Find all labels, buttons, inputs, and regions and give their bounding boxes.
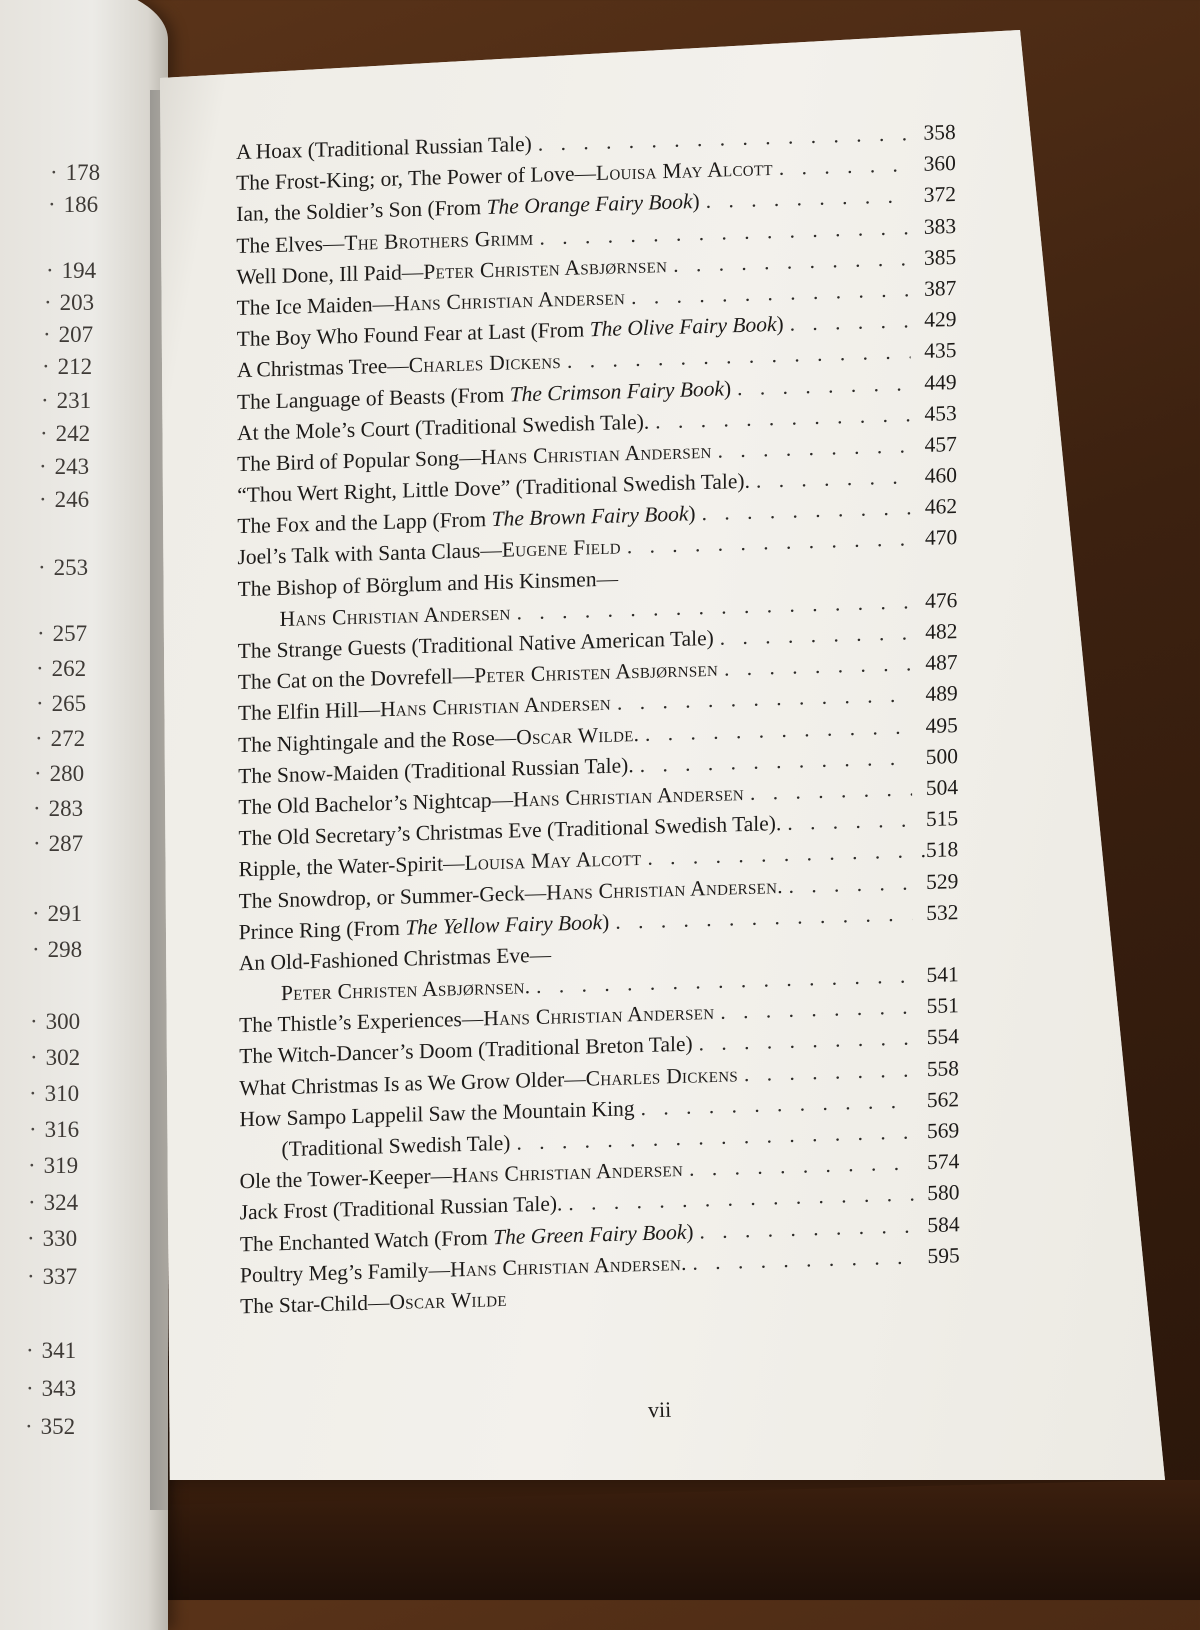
toc-page-number [917, 576, 957, 577]
author-name: Eugene Field [501, 534, 621, 563]
leader-dots: · [32, 937, 44, 962]
book-title: The Crimson Fairy Book [509, 375, 725, 406]
page-number: 203 [59, 290, 95, 315]
author-name: Oscar Wilde [516, 721, 634, 749]
left-page-number [27, 1264, 77, 1290]
left-page-number [29, 1081, 79, 1107]
leader-dots: · [27, 1264, 39, 1289]
toc-page-number: 562 [926, 1086, 960, 1112]
left-page-number [42, 354, 92, 380]
toc-page-number: 360 [923, 151, 956, 177]
title-text: The Elves— [236, 230, 345, 258]
leader-dots: · [46, 258, 58, 283]
toc-page-number: 574 [927, 1149, 960, 1175]
title-suffix: . [524, 974, 531, 999]
dot-leader [724, 652, 912, 682]
title-text: The Witch-Dancer’s Doom (Traditional Breton Tale) [239, 1032, 693, 1069]
title-text: The Old Bachelor’s Nightcap— [238, 787, 514, 820]
toc-page-number: 580 [927, 1180, 960, 1206]
leader-dots: · [33, 831, 45, 856]
page-number: 257 [52, 621, 88, 646]
page-number: 194 [61, 258, 97, 283]
page-folio: vii [647, 1396, 672, 1423]
page-number: 319 [43, 1153, 79, 1178]
title-text: The Elfin Hill— [237, 697, 381, 726]
toc-page-number: 489 [925, 681, 958, 707]
book-title: The Orange Fairy Book [486, 189, 693, 220]
toc-page-number: 383 [923, 213, 957, 239]
author-name: Peter Christen Asbjørnsen [474, 656, 719, 688]
dot-leader [737, 371, 911, 401]
leader-dots: · [28, 1190, 40, 1215]
dot-leader [750, 776, 912, 806]
toc-page-number: 453 [924, 400, 957, 426]
left-page-number [39, 487, 89, 513]
toc-page-number: 595 [927, 1242, 960, 1268]
page-number: 302 [45, 1045, 81, 1070]
left-page-number [46, 258, 96, 284]
left-page-number [30, 1009, 80, 1035]
page-number: 280 [49, 761, 85, 786]
title-text: The Snowdrop, or Summer-Geck— [238, 880, 547, 913]
toc-page-number: 457 [924, 431, 957, 457]
title-text: The Nightingale and the Rose— [238, 724, 517, 757]
left-page-number [28, 1190, 78, 1216]
title-suffix: ) [776, 311, 784, 337]
leader-dots: · [43, 322, 55, 347]
left-page-number [37, 621, 87, 647]
author-name: The Brothers Grimm [344, 225, 534, 255]
dot-leader [720, 620, 912, 650]
leader-dots: · [33, 796, 45, 821]
page-number: 300 [45, 1009, 81, 1034]
leader-dots: · [27, 1226, 39, 1251]
leader-dots: · [41, 388, 53, 413]
left-page-number [26, 1376, 76, 1402]
book-title: The Brown Fairy Book [491, 501, 689, 532]
author-name: Hans Christian Andersen [480, 438, 712, 470]
toc-page-number: 482 [925, 619, 958, 644]
dot-leader [756, 464, 911, 493]
toc-page-number: 358 [923, 119, 956, 145]
dot-leader [702, 496, 912, 527]
toc-page-number: 532 [926, 899, 959, 925]
author-name: Oscar Wilde [389, 1286, 507, 1315]
dot-leader [557, 951, 913, 961]
leader-dots: · [34, 761, 46, 786]
toc-page-number: 470 [924, 525, 958, 551]
title-suffix: . [681, 1250, 687, 1275]
dot-leader [692, 1244, 913, 1275]
left-page-number [48, 192, 98, 218]
page-number: 178 [65, 160, 101, 185]
title-text: Joel’s Talk with Santa Claus— [237, 538, 502, 570]
left-page-number [33, 831, 83, 857]
left-page-number [38, 555, 88, 581]
left-page-number [44, 290, 94, 316]
page-number: 310 [44, 1081, 80, 1106]
title-text: The Boy Who Found Fear at Last (From [236, 317, 590, 352]
left-page-number [33, 796, 83, 822]
left-page-number [41, 388, 91, 414]
title-text: The Strange Guests (Traditional Native American Tale) [237, 625, 714, 664]
page-number: 341 [41, 1338, 77, 1363]
left-page-number [29, 1117, 79, 1143]
toc-page-number: 487 [925, 650, 958, 676]
book-title: The Yellow Fairy Book [405, 909, 603, 940]
leader-dots: · [40, 421, 52, 446]
left-page-number [43, 322, 93, 348]
toc-page-number: .518 [920, 837, 959, 863]
book-title: The Green Fairy Book [493, 1219, 687, 1249]
toc-page-number: 529 [926, 868, 959, 894]
dot-leader [673, 246, 910, 278]
author-name: Hans Christian Andersen [279, 600, 511, 631]
page-number: 242 [55, 421, 91, 446]
author-name: Hans Christian Andersen [394, 285, 626, 316]
left-page-number [36, 656, 86, 682]
title-suffix: ) [602, 909, 610, 934]
title-text: (Traditional Swedish Tale) [281, 1130, 511, 1162]
title-text: At the Mole’s Court (Traditional Swedish Tale). [236, 409, 650, 445]
left-page-number [39, 454, 89, 480]
leader-dots: · [35, 726, 47, 751]
page-number: 272 [50, 726, 86, 751]
title-suffix: . [633, 721, 640, 746]
title-suffix: . [777, 873, 783, 898]
toc-page-number: 500 [925, 743, 958, 769]
leader-dots: · [36, 656, 48, 681]
dot-leader [790, 308, 911, 336]
page-number: 343 [41, 1376, 77, 1401]
dot-leader [689, 1151, 913, 1182]
title-text: Ian, the Soldier’s Son (From [236, 195, 487, 227]
title-text: Jack Frost (Traditional Russian Tale). [239, 1191, 563, 1225]
title-text: Well Done, Ill Paid— [236, 259, 424, 289]
book-title: The Olive Fairy Book [589, 312, 777, 342]
toc-entry-title [280, 600, 511, 631]
author-name: Louisa May Alcott [595, 156, 773, 186]
page-number: 212 [57, 354, 93, 379]
leader-dots: · [37, 621, 49, 646]
page-number: 231 [56, 388, 92, 413]
title-text: The Ice Maiden— [236, 291, 395, 320]
leader-dots: · [48, 192, 60, 217]
page-number: 246 [54, 487, 90, 512]
title-text: The Bird of Popular Song— [237, 445, 481, 476]
leader-dots: · [30, 1045, 42, 1070]
page-number: 316 [44, 1117, 80, 1142]
author-name: Charles Dickens [585, 1061, 738, 1091]
dot-leader [789, 870, 913, 898]
title-text: A Christmas Tree— [236, 353, 409, 383]
dot-leader [706, 184, 910, 215]
dot-leader [744, 1057, 913, 1087]
toc-page-number: 449 [924, 369, 957, 395]
toc-page-number: 495 [925, 712, 958, 738]
title-text: The Star-Child— [240, 1290, 390, 1319]
toc-page-number: 387 [924, 275, 957, 301]
title-text: Ole the Tower-Keeper— [239, 1163, 453, 1194]
dot-leader [624, 577, 911, 585]
left-page-number [34, 761, 84, 787]
table-surface [0, 1480, 1200, 1600]
title-suffix: ) [688, 501, 696, 526]
title-text: An Old-Fashioned Christmas Eve— [238, 942, 552, 976]
page-number: 291 [47, 901, 83, 926]
page-number: 298 [47, 937, 83, 962]
toc-page-number: 584 [927, 1211, 960, 1237]
leader-dots: · [39, 454, 51, 479]
leader-dots: · [50, 160, 62, 185]
page-number: 186 [63, 192, 99, 217]
toc-page-number: 476 [925, 587, 958, 613]
page-number: 287 [48, 831, 84, 856]
toc-page-number: 372 [923, 182, 957, 208]
title-text: The Cat on the Dovrefell— [237, 663, 475, 695]
title-suffix: ) [723, 375, 732, 400]
page-number: 262 [51, 656, 87, 681]
dot-leader [787, 808, 912, 836]
title-text: Prince Ring (From [238, 915, 406, 944]
toc-page-number: 460 [924, 463, 958, 488]
title-suffix: ) [686, 1219, 694, 1244]
title-text: A Hoax (Traditional Russian Tale) [236, 131, 532, 165]
author-name: Hans Christian Andersen [513, 781, 745, 812]
author-name: Louisa May Alcott [464, 846, 642, 876]
left-page-number [27, 1226, 77, 1252]
left-page-number [30, 1045, 80, 1071]
title-text: The Snow-Maiden (Traditional Russian Tale). [238, 752, 634, 788]
toc-page-number: 504 [925, 775, 959, 800]
toc-page-number: 551 [926, 993, 959, 1019]
dot-leader [718, 433, 911, 463]
title-text: How Sampo Lappelil Saw the Mountain King [239, 1096, 635, 1132]
page-number: 253 [53, 555, 89, 580]
leader-dots: · [29, 1081, 41, 1106]
leader-dots: · [32, 901, 44, 926]
page-number: 265 [51, 691, 87, 716]
dot-leader [779, 152, 910, 181]
title-text: The Language of Beasts (From [236, 381, 510, 414]
leader-dots: · [29, 1117, 41, 1142]
author-name: Hans Christian Andersen [452, 1157, 684, 1188]
author-name: Peter Christen Asbjørnsen [280, 974, 525, 1006]
leader-dots: · [25, 1414, 37, 1439]
toc-page-number: 462 [924, 494, 958, 520]
leader-dots: · [26, 1376, 38, 1401]
page-number: 207 [58, 322, 94, 347]
left-page-number [35, 726, 85, 752]
page-number: 352 [40, 1414, 76, 1439]
page-number: 324 [43, 1190, 79, 1215]
title-suffix: ) [692, 189, 700, 214]
author-name: Hans Christian Andersen [450, 1250, 682, 1282]
title-text: Ripple, the Water-Spirit— [238, 851, 465, 882]
toc-page-number: 554 [926, 1024, 959, 1050]
author-name: Hans Christian Andersen [483, 1000, 715, 1031]
toc-page-number: 515 [925, 806, 959, 832]
title-text: What Christmas Is as We Grow Older— [239, 1066, 586, 1100]
page-number: 243 [54, 454, 90, 479]
toc-page-number [920, 1293, 960, 1294]
toc-page-number: 558 [926, 1055, 960, 1081]
left-page-number [28, 1153, 78, 1179]
title-text: The Frost-King; or, The Power of Love— [236, 161, 597, 196]
leader-dots: · [26, 1338, 38, 1363]
toc-entry-title [281, 1131, 510, 1162]
toc-page-number: 385 [923, 244, 957, 270]
page-number: 337 [42, 1264, 78, 1289]
left-page-number [32, 937, 82, 963]
left-page-number [40, 421, 90, 447]
left-page-number [25, 1414, 75, 1440]
left-page-number [32, 901, 82, 927]
title-text: The Old Secretary’s Christmas Eve (Traditional Swedish Tale). [238, 811, 782, 851]
dot-leader [699, 1026, 913, 1057]
leader-dots: · [44, 290, 56, 315]
dot-leader [720, 995, 913, 1025]
page-number: 283 [48, 796, 84, 821]
author-name: Hans Christian Andersen [380, 691, 612, 722]
toc-page-number: 429 [924, 307, 957, 332]
title-text: Poultry Meg’s Family— [239, 1257, 451, 1288]
dot-leader [513, 1294, 914, 1305]
title-text: The Bishop of Börglum and His Kinsmen— [237, 566, 619, 601]
title-text: The Fox and the Lapp (From [237, 507, 492, 539]
left-page-number [26, 1338, 76, 1364]
title-text: “Thou Wert Right, Little Dove” (Traditional Swedish Tale). [237, 468, 750, 508]
title-text: The Enchanted Watch (From [239, 1224, 494, 1256]
table-of-contents [236, 120, 960, 1326]
toc-page-number: 541 [926, 962, 959, 988]
left-page-number [50, 160, 100, 186]
page-number: 330 [42, 1226, 78, 1251]
author-name: Hans Christian Andersen [546, 873, 778, 905]
left-page [0, 0, 168, 1630]
dot-leader [699, 1213, 913, 1244]
toc-page-number: 435 [924, 338, 957, 364]
toc-page-number: 569 [926, 1118, 960, 1144]
leader-dots: · [39, 487, 51, 512]
title-text: The Thistle’s Experiences— [239, 1006, 484, 1038]
leader-dots: · [28, 1153, 40, 1178]
leader-dots: · [38, 555, 50, 580]
leader-dots: · [30, 1009, 42, 1034]
toc-page-number [919, 950, 959, 951]
left-page-number [36, 691, 86, 717]
author-name: Charles Dickens [408, 349, 562, 378]
leader-dots: · [42, 354, 54, 379]
author-name: Peter Christen Asbjørnsen [423, 252, 668, 284]
leader-dots: · [36, 691, 48, 716]
